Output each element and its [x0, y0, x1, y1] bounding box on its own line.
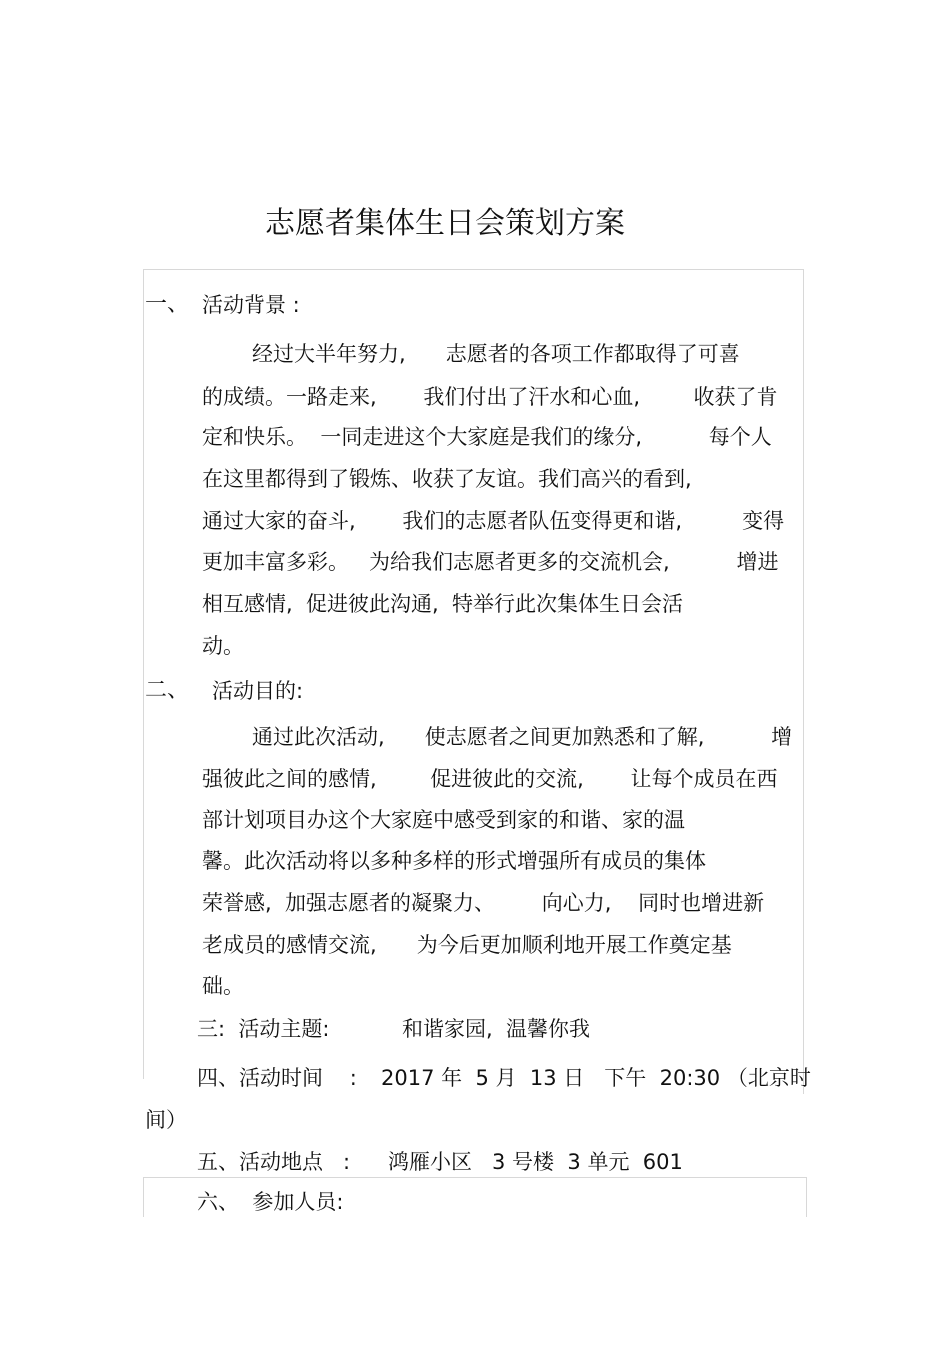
frame2-border-right	[806, 1177, 807, 1217]
section1-number: 一、	[145, 292, 190, 317]
section1-line: 经过大半年努力, 志愿者的各项工作都取得了可喜	[252, 342, 740, 366]
section1-line: 的成绩。一路走来, 我们付出了汗水和心血, 收获了肯	[202, 385, 778, 409]
section3-label: 三: 活动主题:	[197, 1017, 330, 1041]
section2-line: 强彼此之间的感情, 促进彼此的交流, 让每个成员在西	[202, 767, 778, 791]
section2-heading: 活动目的:	[212, 679, 304, 703]
section5-value: 鸿雁小区 3 号楼 3 单元 601	[388, 1150, 683, 1174]
section1-line: 相互感情, 促进彼此沟通, 特举行此次集体生日会活	[202, 592, 684, 616]
section1-heading: 活动背景 :	[202, 293, 300, 317]
section1-line: 通过大家的奋斗, 我们的志愿者队伍变得更和谐, 变得	[202, 509, 785, 533]
section2-line: 馨。此次活动将以多种多样的形式增强所有成员的集体	[202, 849, 706, 873]
frame2-border-top	[143, 1177, 806, 1178]
section4-value-wrap: 间）	[145, 1108, 187, 1132]
section5-label: 五、活动地点 :	[197, 1150, 351, 1174]
section3-value: 和谐家园, 温馨你我	[402, 1017, 591, 1041]
section1-line: 在这里都得到了锻炼、收获了友谊。我们高兴的看到,	[202, 467, 692, 491]
document-title: 志愿者集体生日会策划方案	[265, 206, 625, 241]
frame-border-left	[143, 269, 144, 1079]
section2-line: 通过此次活动, 使志愿者之间更加熟悉和了解, 增	[252, 725, 793, 749]
section1-line: 更加丰富多彩。 为给我们志愿者更多的交流机会, 增进	[202, 550, 779, 574]
section2-line: 部计划项目办这个大家庭中感受到家的和谐、家的温	[202, 808, 685, 832]
section2-number: 二、	[145, 678, 190, 703]
section1-line: 定和快乐。 一同走进这个大家庭是我们的缘分, 每个人	[202, 425, 772, 449]
section2-line: 老成员的感情交流, 为今后更加顺利地开展工作奠定基	[202, 933, 732, 957]
frame-border-top	[143, 269, 804, 270]
section4-label: 四、活动时间 :	[197, 1066, 357, 1090]
frame2-border-left	[143, 1177, 144, 1217]
section6-label: 六、 参加人员:	[197, 1190, 344, 1214]
section4-value: 2017 年 5 月 13 日 下午 20:30 （北京时	[381, 1066, 811, 1090]
section2-line: 础。	[202, 974, 244, 998]
section1-line: 动。	[202, 634, 244, 658]
section2-line: 荣誉感, 加强志愿者的凝聚力、 向心力, 同时也增进新	[202, 891, 765, 915]
frame-border-right	[803, 269, 804, 1094]
